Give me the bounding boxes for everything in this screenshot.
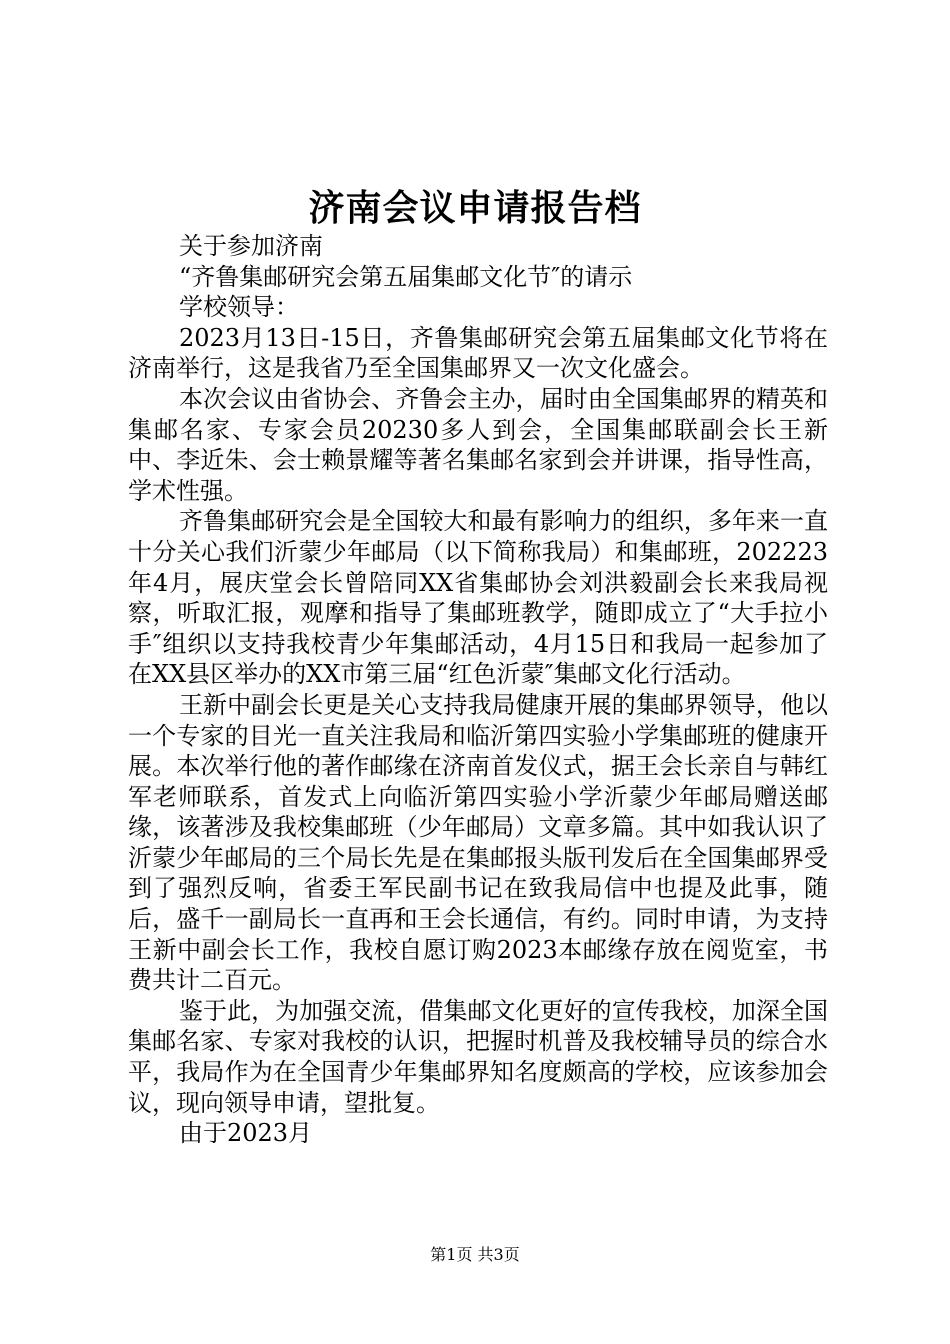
paragraph-subject-line-1: 关于参加济南 <box>179 232 323 260</box>
paragraph-vice-president-support: 王新中副会长更是关心支持我局健康开展的集邮界领导，他以一个专家的目光一直关注我局和临沂第四实验小学集邮班的健康开展。本次举行他的著作邮缘在济南首发仪式，据王会长亲自与韩红军老师联系，首发式上向临沂第四实验小学沂蒙少年邮局赠送邮缘，该著涉及我校集邮班（少年邮局）文章多篇。其中如我认识了沂蒙少年邮局的三个局长先是在集邮报头版刊发后在全国集邮界受到了强烈反响，省委王军民副书记在致我局信中也提及此事，随后，盛千一副局长一直再和王会长通信，有约。同时申请，为支持王新中副会长工作，我校自愿订购2023本邮缘存放在阅览室，书费共计二百元。 <box>128 690 828 995</box>
document-title: 济南会议申请报告档 <box>308 187 642 229</box>
paragraph-meeting-details: 本次会议由省协会、齐鲁会主办，届时由全国集邮界的精英和集邮名家、专家会员20230多人到会，全国集邮联副会长王新中、李近朱、会士赖景耀等著名集邮名家到会并讲课，指导性高，学术性强。 <box>128 384 828 505</box>
page-number-footer: 第1页 共3页 <box>430 1245 520 1264</box>
paragraph-continuation: 由于2023月 <box>179 1119 313 1148</box>
paragraph-request: 鉴于此，为加强交流，借集邮文化更好的宣传我校，加深全国集邮名家、专家对我校的认识，把握时机普及我校辅导员的综合水平，我局作为在全国青少年集邮界知名度颇高的学校，应该参加会议，现向领导申请，望批复。 <box>128 996 828 1117</box>
paragraph-event-intro: 2023月13日-15日，齐鲁集邮研究会第五届集邮文化节将在济南举行，这是我省乃至全国集邮界又一次文化盛会。 <box>128 323 828 383</box>
paragraph-salutation: 学校领导： <box>179 293 299 322</box>
paragraph-association-background: 齐鲁集邮研究会是全国较大和最有影响力的组织，多年来一直十分关心我们沂蒙少年邮局（以下简称我局）和集邮班，202223年4月，展庆堂会长曾陪同XX省集邮协会刘洪毅副会长来我局视察，听取汇报，观摩和指导了集邮班教学，随即成立了“大手拉小手″组织以支持我校青少年集邮活动，4月15日和我局一起参加了在XX县区举办的XX市第三届“红色沂蒙″集邮文化行活动。 <box>128 507 828 689</box>
paragraph-subject-line-2: “齐鲁集邮研究会第五届集邮文化节″的请示 <box>179 262 633 291</box>
document-body <box>128 231 828 1149</box>
